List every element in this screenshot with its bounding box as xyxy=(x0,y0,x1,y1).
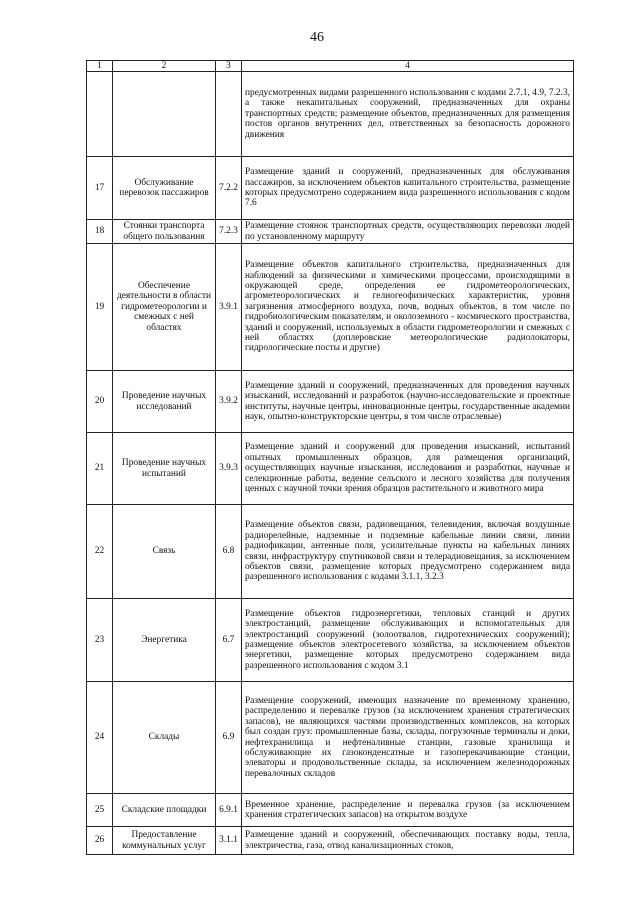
row-code: 7.2.3 xyxy=(216,220,242,244)
row-description: предусмотренных видами разрешенного использования с кодами 2.7.1, 4.9, 7.2.3, а также некапитальных сооружений, предназначенных для охраны транспортных средств; размещение объектов, предназначенных для размещения постов органов внутренних дел, ответственных за безопасность дорожного движения xyxy=(242,72,574,157)
row-description: Размещение зданий и сооружений, предназначенных для обслуживания пассажиров, за исключением объектов капитального строительства, размещение которых предусмотрено содержанием вида разрешенного использования с кодом 7.6 xyxy=(242,157,574,220)
table-row xyxy=(87,599,574,682)
row-code xyxy=(216,72,242,157)
row-name: Склады xyxy=(113,682,216,794)
row-code: 3.9.3 xyxy=(216,433,242,505)
table-header-row xyxy=(87,61,574,72)
row-number: 25 xyxy=(87,794,113,827)
row-code: 6.7 xyxy=(216,599,242,682)
row-number: 24 xyxy=(87,682,113,794)
row-code: 7.2.2 xyxy=(216,157,242,220)
row-name: Обеспечение деятельности в области гидрометеорологии и смежных с ней областях xyxy=(113,244,216,371)
row-name: Энергетика xyxy=(113,599,216,682)
row-number: 23 xyxy=(87,599,113,682)
row-number: 26 xyxy=(87,827,113,855)
row-description: Временное хранение, распределение и перевалка грузов (за исключением хранения стратегических запасов) на открытом воздухе xyxy=(242,794,574,827)
row-code: 6.9 xyxy=(216,682,242,794)
table-row xyxy=(87,244,574,371)
row-code: 3.1.1 xyxy=(216,827,242,855)
row-number: 20 xyxy=(87,371,113,433)
column-header: 4 xyxy=(242,61,574,72)
table-row xyxy=(87,433,574,505)
row-code: 6.9.1 xyxy=(216,794,242,827)
row-number: 19 xyxy=(87,244,113,371)
table-row xyxy=(87,682,574,794)
table-row xyxy=(87,371,574,433)
table-row xyxy=(87,157,574,220)
row-number: 17 xyxy=(87,157,113,220)
land-use-table xyxy=(86,60,574,855)
row-number: 18 xyxy=(87,220,113,244)
page-number: 46 xyxy=(310,30,324,45)
row-name: Складские площадки xyxy=(113,794,216,827)
row-description: Размещение объектов капитального строительства, предназначенных для наблюдений за физическими и химическими процессами, происходящими в окружающей среде, определения ее гидрометеорологических, агрометеорологических и гелиогеофизических характеристик, уровня загрязнения атмосферного воздуха, почв, водных объектов, в том числе по гидробиологическим показателям, и околоземного - космического пространства, зданий и сооружений, используемых в области гидрометеорологии и смежных с ней областях (доплеровские метеорологические радиолокаторы, гидрологические посты и другие) xyxy=(242,244,574,371)
row-description: Размещение стоянок транспортных средств, осуществляющих перевозки людей по установленному маршруту xyxy=(242,220,574,244)
row-name: Стоянки транспорта общего пользования xyxy=(113,220,216,244)
row-number: 22 xyxy=(87,505,113,599)
row-code: 3.9.2 xyxy=(216,371,242,433)
row-description: Размещение объектов связи, радиовещания, телевидения, включая воздушные радиорелейные, надземные и подземные кабельные линии связи, линии радиофикации, антенные поля, усилительные пункты на кабельных линиях связи, инфраструктуру спутниковой связи и телерадиовещания, за исключением объектов связи, размещение которых предусмотрено содержанием вида разрешенного использования с кодами 3.1.1, 3.2.3 xyxy=(242,505,574,599)
row-name: Предоставление коммунальных услуг xyxy=(113,827,216,855)
row-description: Размещение зданий и сооружений для проведения изысканий, испытаний опытных промышленных образцов, для размещения организаций, осуществляющих научные изыскания, исследования и разработки, научные и селекционные работы, ведение сельского и лесного хозяйства для получения ценных с научной точки зрения образцов растительного и животного мира xyxy=(242,433,574,505)
table-row xyxy=(87,794,574,827)
row-code: 6.8 xyxy=(216,505,242,599)
row-description: Размещение зданий и сооружений, предназначенных для проведения научных изысканий, исследований и разработок (научно-исследовательские и проектные институты, научные центры, инновационные центры, государственные академии наук, опытно-конструкторские центры, в том числе отраслевые) xyxy=(242,371,574,433)
row-name: Связь xyxy=(113,505,216,599)
column-header: 3 xyxy=(216,61,242,72)
row-description: Размещение сооружений, имеющих назначение по временному хранению, распределению и перевалке грузов (за исключением хранения стратегических запасов), не являющихся частями производственных комплексов, на которых был создан груз: промышленные базы, склады, погрузочные терминалы и доки, нефтехранилища и нефтеналивные станции, газовые хранилища и обслуживающие их газоконденсатные и газоперекачивающие станции, элеваторы и продовольственные склады, за исключением железнодорожных перевалочных складов xyxy=(242,682,574,794)
table-row xyxy=(87,220,574,244)
row-description: Размещение зданий и сооружений, обеспечивающих поставку воды, тепла, электричества, газа, отвод канализационных стоков, xyxy=(242,827,574,855)
row-number xyxy=(87,72,113,157)
row-number: 21 xyxy=(87,433,113,505)
row-description: Размещение объектов гидроэнергетики, тепловых станций и других электростанций, размещение обслуживающих и вспомогательных для электростанций сооружений (золоотвалов, гидротехнических сооружений); размещение объектов электросетевого хозяйства, за исключением объектов энергетики, размещение которых предусмотрено содержанием вида разрешенного использования с кодом 3.1 xyxy=(242,599,574,682)
table-row xyxy=(87,827,574,855)
table-row xyxy=(87,72,574,157)
row-name: Обслуживание перевозок пассажиров xyxy=(113,157,216,220)
row-code: 3.9.1 xyxy=(216,244,242,371)
column-header: 1 xyxy=(87,61,113,72)
row-name xyxy=(113,72,216,157)
column-header: 2 xyxy=(113,61,216,72)
table-row xyxy=(87,505,574,599)
row-name: Проведение научных исследований xyxy=(113,371,216,433)
row-name: Проведение научных испытаний xyxy=(113,433,216,505)
